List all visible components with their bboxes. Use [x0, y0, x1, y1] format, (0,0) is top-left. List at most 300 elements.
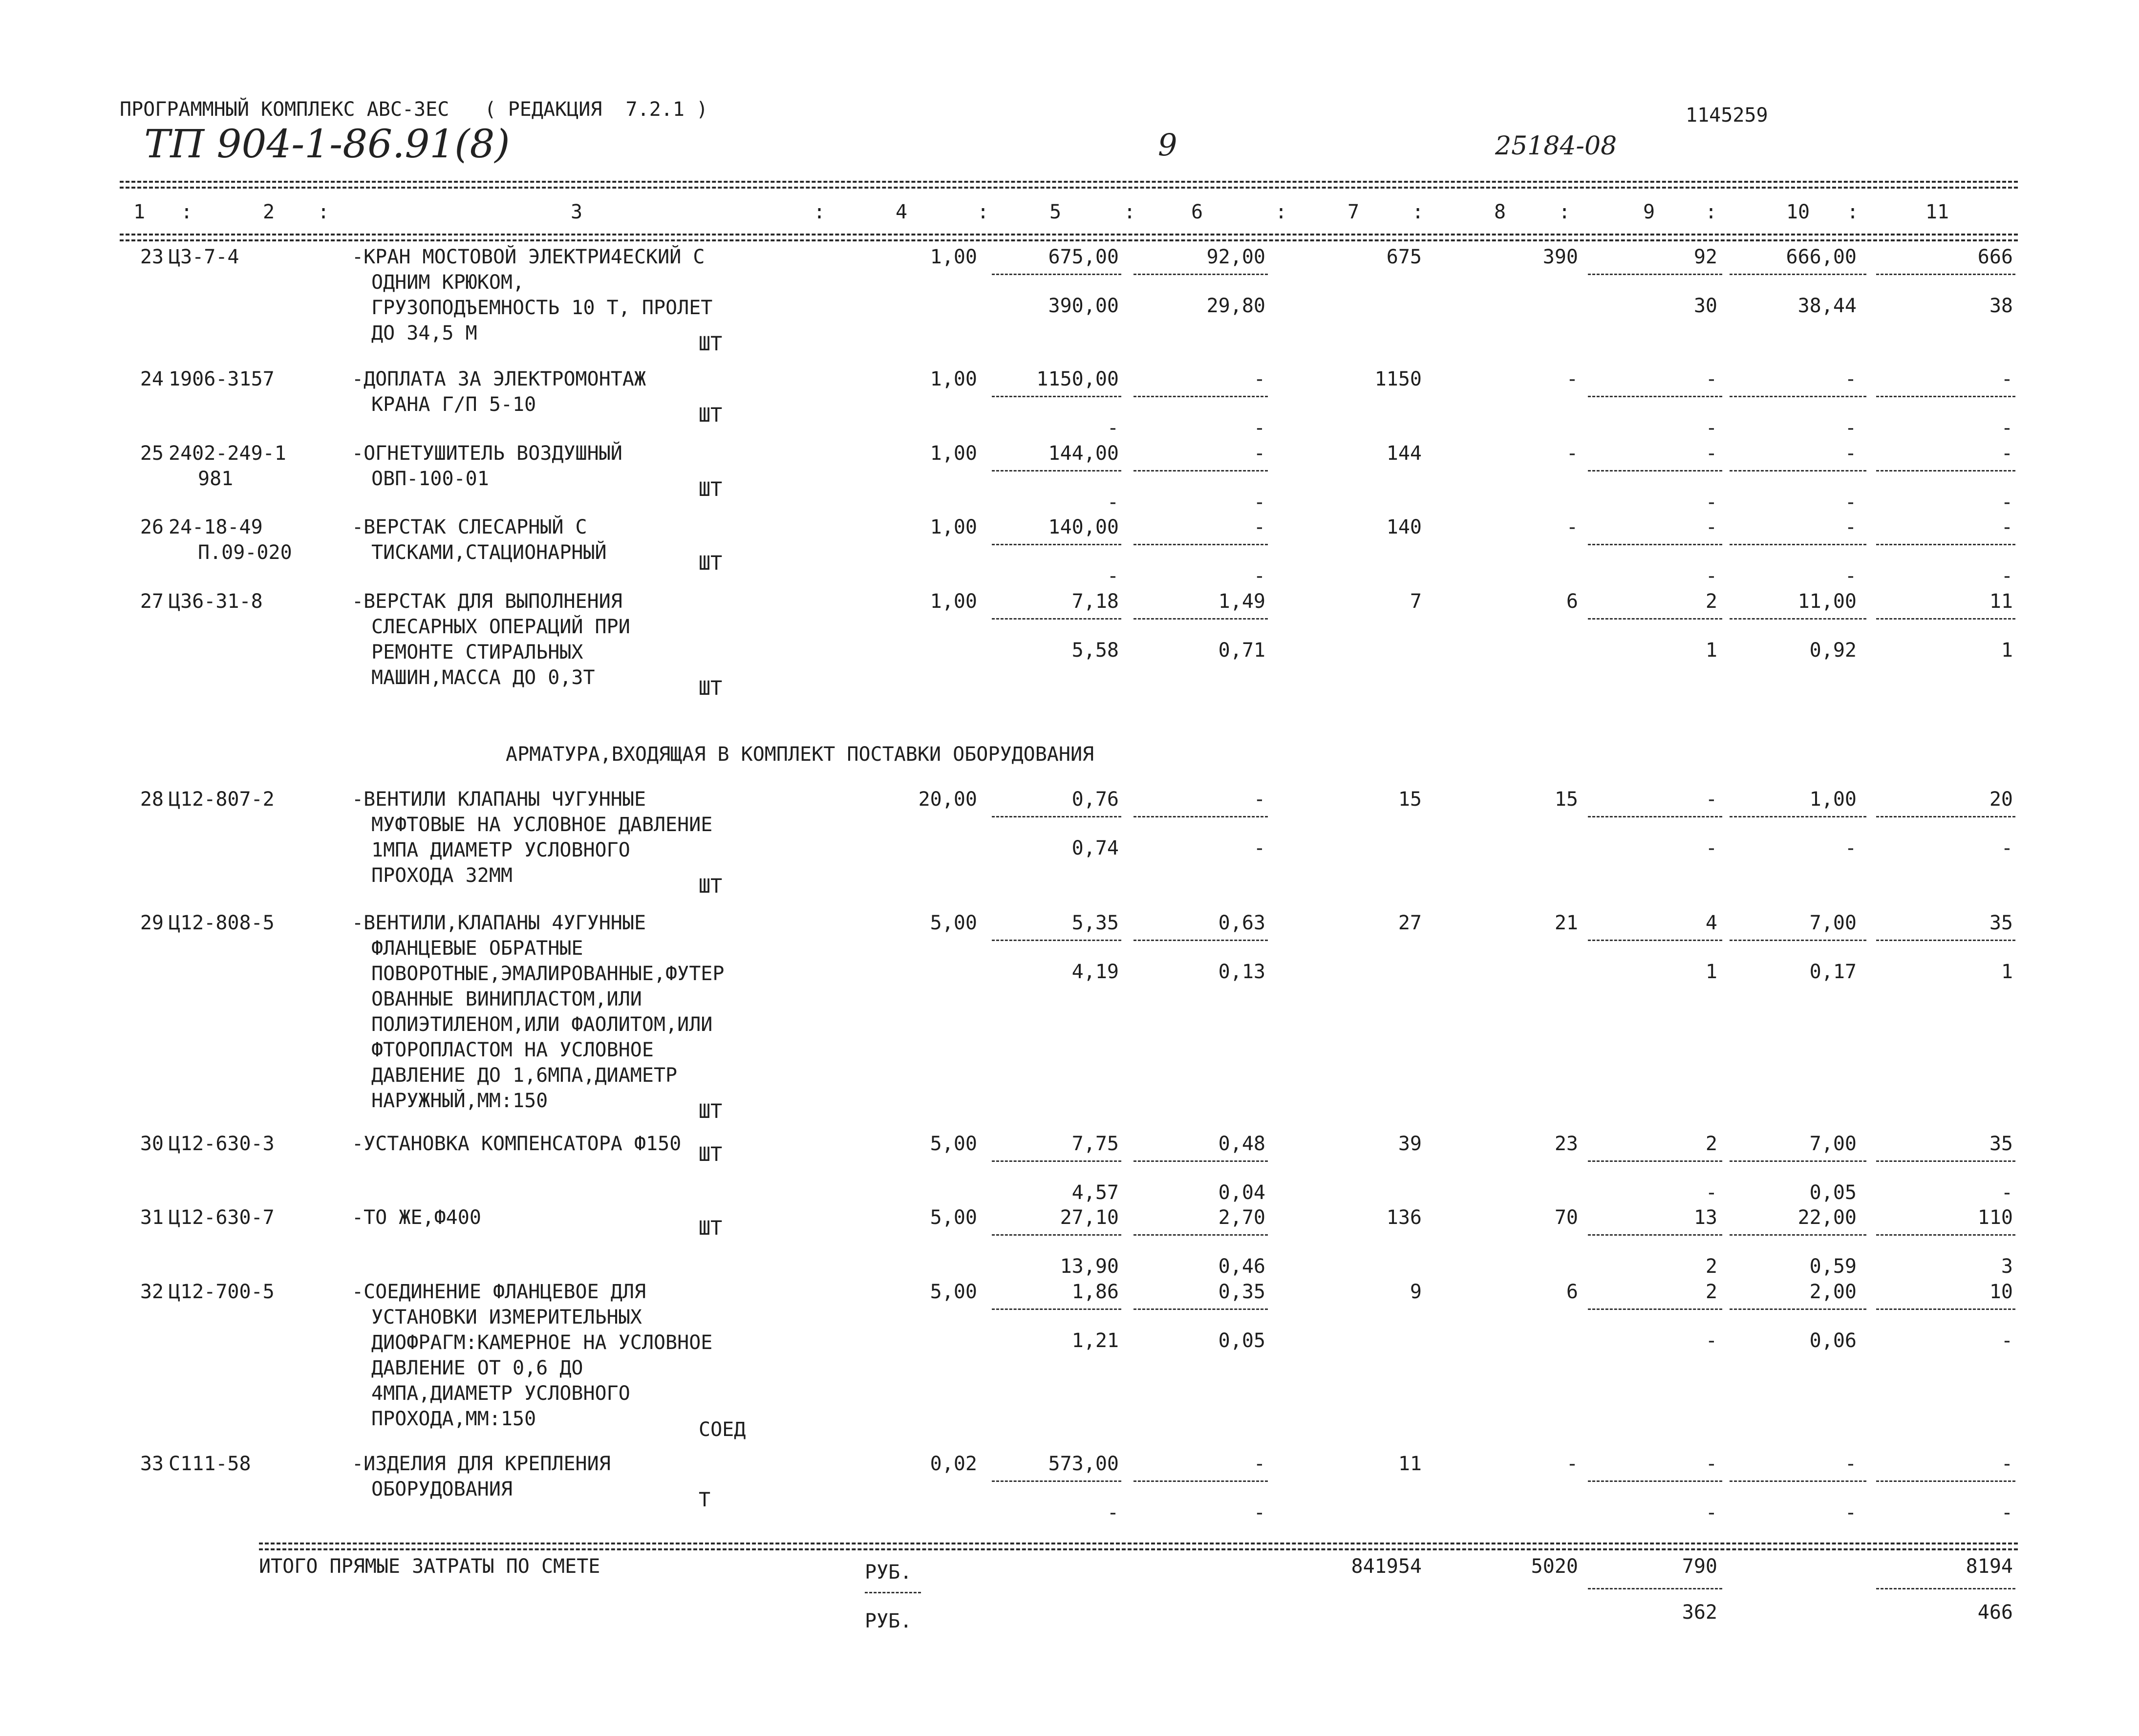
row-code: Ц12-630-3 [169, 1133, 275, 1155]
row-c9-bottom: - [1705, 1181, 1717, 1204]
row-c11-top: 10 [1989, 1281, 2013, 1303]
row-c11-bottom: - [2001, 417, 2013, 439]
row-description: -УСТАНОВКА КОМПЕНСАТОРА Ф150 [352, 1133, 682, 1155]
row-c10-top: 666,00 [1786, 246, 1857, 268]
column-separator: : [318, 201, 330, 223]
row-c10-top: 2,00 [1809, 1281, 1857, 1303]
row-c10-bottom: 0,06 [1809, 1329, 1857, 1352]
row-c10-fraction-rule [1730, 940, 1866, 941]
row-quantity: 20,00 [918, 788, 977, 811]
row-code: 981 [198, 468, 234, 490]
row-description: ОВАННЫЕ ВИНИПЛАСТОМ,ИЛИ [371, 988, 642, 1010]
row-description: ДО 34,5 М [371, 322, 477, 344]
row-c9-top: - [1705, 788, 1717, 811]
row-c6-bottom: 0,46 [1218, 1255, 1265, 1278]
row-c10-bottom: - [1844, 491, 1857, 514]
row-c5-fraction-rule [992, 470, 1121, 472]
totals-col9-bottom: 362 [1682, 1601, 1717, 1624]
row-c10-bottom: 0,17 [1809, 961, 1857, 983]
row-c6-top: 0,63 [1218, 912, 1265, 934]
row-c6-fraction-rule [1134, 618, 1268, 620]
row-description: ГРУЗОПОДЪЕМНОСТЬ 10 Т, ПРОЛЕТ [371, 297, 713, 319]
column-header-4: 4 [895, 201, 908, 223]
row-c11-top: - [2001, 368, 2013, 390]
row-col8: 6 [1566, 1281, 1578, 1303]
row-c11-top: - [2001, 442, 2013, 465]
row-description: -ОГНЕТУШИТЕЛЬ ВОЗДУШНЫЙ [352, 442, 622, 465]
row-unit: СОЕД [699, 1418, 746, 1441]
row-c5-fraction-rule [992, 940, 1121, 941]
row-c5-top: 675,00 [1048, 246, 1119, 268]
row-c10-bottom: - [1844, 417, 1857, 439]
row-col7: 140 [1386, 516, 1422, 538]
row-c11-top: - [2001, 1453, 2013, 1475]
row-description: 4МПА,ДИАМЕТР УСЛОВНОГО [371, 1382, 630, 1405]
row-c10-bottom: 0,59 [1809, 1255, 1857, 1278]
column-separator: : [1847, 201, 1859, 223]
row-c10-bottom: 0,05 [1809, 1181, 1857, 1204]
row-c5-top: 7,75 [1071, 1133, 1119, 1155]
row-code: С111-58 [169, 1453, 251, 1475]
totals-col7: 841954 [1351, 1555, 1422, 1578]
row-c5-fraction-rule [992, 1308, 1121, 1310]
row-description: РЕМОНТЕ СТИРАЛЬНЫХ [371, 641, 583, 664]
row-quantity: 5,00 [930, 1206, 977, 1229]
row-col7: 1150 [1374, 368, 1422, 390]
row-c6-bottom: 0,04 [1218, 1181, 1265, 1204]
column-header-2: 2 [262, 201, 275, 223]
row-c10-bottom: - [1844, 837, 1857, 859]
row-c11-top: 11 [1989, 590, 2013, 613]
row-c11-fraction-rule [1876, 470, 2015, 472]
row-c11-bottom: - [2001, 1329, 2013, 1352]
row-c10-top: - [1844, 442, 1857, 465]
row-number: 24 [140, 368, 164, 390]
row-c5-bottom: 4,57 [1071, 1181, 1119, 1204]
row-c6-top: - [1253, 442, 1265, 465]
row-quantity: 1,00 [930, 246, 977, 268]
row-col7: 136 [1386, 1206, 1422, 1229]
row-c10-bottom: - [1844, 1501, 1857, 1524]
totals-unit-1: РУБ. [865, 1561, 912, 1584]
row-description: ФТОРОПЛАСТОМ НА УСЛОВНОЕ [371, 1039, 654, 1061]
row-c11-fraction-rule [1876, 1480, 2015, 1482]
row-c6-top: - [1253, 1453, 1265, 1475]
totals-col11-top: 8194 [1966, 1555, 2013, 1578]
row-col7: 675 [1386, 246, 1422, 268]
row-number: 30 [140, 1133, 164, 1155]
row-c6-fraction-rule [1134, 940, 1268, 941]
row-c5-top: 140,00 [1048, 516, 1119, 538]
column-separator: : [1412, 201, 1424, 223]
row-c9-top: - [1705, 1453, 1717, 1475]
row-c6-top: 0,35 [1218, 1281, 1265, 1303]
row-col8: 6 [1566, 590, 1578, 613]
row-c9-fraction-rule [1588, 1480, 1722, 1482]
row-c10-top: 7,00 [1809, 912, 1857, 934]
handwritten-reference: 25184-08 [1495, 131, 1617, 161]
row-c5-bottom: 390,00 [1048, 295, 1119, 317]
row-c6-bottom: 0,13 [1218, 961, 1265, 983]
row-quantity: 5,00 [930, 1133, 977, 1155]
row-c9-bottom: - [1705, 1329, 1717, 1352]
row-number: 25 [140, 442, 164, 465]
row-number: 23 [140, 246, 164, 268]
totals-rule [259, 1543, 2018, 1544]
row-c11-top: 35 [1989, 912, 2013, 934]
row-c9-fraction-rule [1588, 940, 1722, 941]
row-c9-top: - [1705, 516, 1717, 538]
row-c9-top: 2 [1705, 1133, 1717, 1155]
row-unit: ШТ [699, 404, 723, 427]
column-separator: : [1705, 201, 1717, 223]
row-col8: 21 [1554, 912, 1578, 934]
row-code: Ц12-630-7 [169, 1206, 275, 1229]
row-description: ОБОРУДОВАНИЯ [371, 1478, 513, 1500]
row-c10-fraction-rule [1730, 1480, 1866, 1482]
row-c9-bottom: - [1705, 1501, 1717, 1524]
row-c10-fraction-rule [1730, 396, 1866, 397]
row-c6-bottom: - [1253, 837, 1265, 859]
row-description: ОДНИМ КРЮКОМ, [371, 271, 525, 294]
row-c10-bottom: - [1844, 565, 1857, 587]
row-unit: ШТ [699, 1100, 723, 1123]
row-c10-top: 11,00 [1797, 590, 1857, 613]
row-description: ДИОФРАГМ:КАМЕРНОЕ НА УСЛОВНОЕ [371, 1331, 713, 1354]
column-separator: : [1559, 201, 1571, 223]
row-c11-fraction-rule [1876, 940, 2015, 941]
row-c9-fraction-rule [1588, 396, 1722, 397]
row-c9-top: - [1705, 442, 1717, 465]
row-c10-top: - [1844, 1453, 1857, 1475]
row-col7: 27 [1398, 912, 1422, 934]
handwritten-page-number: 9 [1158, 127, 1177, 163]
row-c5-fraction-rule [992, 396, 1121, 397]
row-description: ПОВОРОТНЫЕ,ЭМАЛИРОВАННЫЕ,ФУТЕР [371, 963, 725, 985]
row-c6-top: - [1253, 788, 1265, 811]
row-c5-fraction-rule [992, 816, 1121, 817]
row-c6-bottom: 0,05 [1218, 1329, 1265, 1352]
column-header-9: 9 [1643, 201, 1655, 223]
totals-col8: 5020 [1531, 1555, 1578, 1578]
column-header-3: 3 [570, 201, 583, 223]
row-c6-bottom: - [1253, 417, 1265, 439]
row-c5-bottom: 0,74 [1071, 837, 1119, 859]
row-c5-fraction-rule [992, 274, 1121, 275]
column-header-5: 5 [1049, 201, 1062, 223]
row-c5-top: 7,18 [1071, 590, 1119, 613]
row-c6-top: - [1253, 516, 1265, 538]
row-c11-bottom: 3 [2001, 1255, 2013, 1278]
row-c11-top: 110 [1977, 1206, 2013, 1229]
row-description: ДАВЛЕНИЕ ОТ 0,6 ДО [371, 1357, 583, 1379]
row-unit: ШТ [699, 552, 723, 575]
column-separator: : [1275, 201, 1287, 223]
row-c5-bottom: - [1107, 417, 1119, 439]
row-c5-fraction-rule [992, 544, 1121, 545]
row-description: -ВЕНТИЛИ,КЛАПАНЫ 4УГУННЫЕ [352, 912, 646, 934]
column-header-1: 1 [133, 201, 146, 223]
row-c5-fraction-rule [992, 618, 1121, 620]
totals-col11-rule [1876, 1588, 2015, 1589]
row-c11-bottom: - [2001, 1501, 2013, 1524]
row-c9-top: 2 [1705, 1281, 1717, 1303]
row-description: -ВЕРСТАК ДЛЯ ВЫПОЛНЕНИЯ [352, 590, 622, 613]
row-c11-fraction-rule [1876, 274, 2015, 275]
column-header-10: 10 [1786, 201, 1810, 223]
row-c9-fraction-rule [1588, 544, 1722, 545]
row-quantity: 0,02 [930, 1453, 977, 1475]
row-description: ОВП-100-01 [371, 468, 489, 490]
row-description: -ВЕНТИЛИ КЛАПАНЫ ЧУГУННЫЕ [352, 788, 646, 811]
row-c6-bottom: - [1253, 565, 1265, 587]
row-c6-fraction-rule [1134, 1160, 1268, 1162]
row-number: 33 [140, 1453, 164, 1475]
row-c11-fraction-rule [1876, 1234, 2015, 1236]
row-c9-bottom: 1 [1705, 639, 1717, 662]
row-c10-top: - [1844, 516, 1857, 538]
row-number: 27 [140, 590, 164, 613]
row-c6-bottom: 0,71 [1218, 639, 1265, 662]
totals-unit-rule [865, 1592, 921, 1593]
row-col8: - [1566, 442, 1578, 465]
column-separator: : [1124, 201, 1136, 223]
row-c9-top: 2 [1705, 590, 1717, 613]
header-rule-bottom-2 [120, 239, 2018, 241]
row-c9-fraction-rule [1588, 618, 1722, 620]
row-c6-top: 92,00 [1206, 246, 1265, 268]
row-description: -ДОПЛАТА ЗА ЭЛЕКТРОМОНТАЖ [352, 368, 646, 390]
row-c10-fraction-rule [1730, 470, 1866, 472]
row-col8: 23 [1554, 1133, 1578, 1155]
row-c11-bottom: - [2001, 1181, 2013, 1204]
row-c11-fraction-rule [1876, 1160, 2015, 1162]
row-c6-bottom: 29,80 [1206, 295, 1265, 317]
row-c6-fraction-rule [1134, 274, 1268, 275]
row-unit: Т [699, 1489, 711, 1511]
document-code: 1145259 [1686, 104, 1768, 127]
row-c10-fraction-rule [1730, 1308, 1866, 1310]
row-c9-fraction-rule [1588, 274, 1722, 275]
row-c10-fraction-rule [1730, 816, 1866, 817]
row-c11-top: 20 [1989, 788, 2013, 811]
program-title: ПРОГРАММНЫЙ КОМПЛЕКС АВС-3ЕС ( РЕДАКЦИЯ 7.2.1 ) [120, 98, 708, 121]
row-number: 29 [140, 912, 164, 934]
row-quantity: 1,00 [930, 590, 977, 613]
row-code: 1906-3157 [169, 368, 275, 390]
row-c5-bottom: - [1107, 565, 1119, 587]
row-code: Ц36-31-8 [169, 590, 263, 613]
row-c6-bottom: - [1253, 1501, 1265, 1524]
row-c5-top: 1150,00 [1036, 368, 1119, 390]
row-c5-bottom: - [1107, 1501, 1119, 1524]
row-c9-fraction-rule [1588, 470, 1722, 472]
row-description: -ТО ЖЕ,Ф400 [352, 1206, 481, 1229]
column-header-11: 11 [1925, 201, 1949, 223]
totals-label: ИТОГО ПРЯМЫЕ ЗАТРАТЫ ПО СМЕТЕ [259, 1555, 600, 1578]
row-c10-top: - [1844, 368, 1857, 390]
row-c5-top: 5,35 [1071, 912, 1119, 934]
section-title: АРМАТУРА,ВХОДЯЩАЯ В КОМПЛЕКТ ПОСТАВКИ ОБОРУДОВАНИЯ [506, 743, 1094, 766]
column-header-7: 7 [1347, 201, 1360, 223]
row-c10-bottom: 38,44 [1797, 295, 1857, 317]
row-c11-bottom: 1 [2001, 961, 2013, 983]
row-c11-bottom: 38 [1989, 295, 2013, 317]
row-c6-bottom: - [1253, 491, 1265, 514]
row-c11-top: 666 [1977, 246, 2013, 268]
row-quantity: 5,00 [930, 1281, 977, 1303]
row-c9-bottom: 30 [1693, 295, 1717, 317]
row-c11-bottom: - [2001, 565, 2013, 587]
row-c9-top: 4 [1705, 912, 1717, 934]
row-description: ПРОХОДА 32ММ [371, 864, 513, 887]
row-unit: ШТ [699, 478, 723, 501]
totals-col9-rule [1588, 1588, 1722, 1589]
row-c11-bottom: - [2001, 491, 2013, 514]
row-description: 1МПА ДИАМЕТР УСЛОВНОГО [371, 839, 630, 861]
row-col7: 11 [1398, 1453, 1422, 1475]
totals-rule-2 [259, 1548, 2018, 1550]
row-c9-bottom: - [1705, 491, 1717, 514]
row-c9-fraction-rule [1588, 1308, 1722, 1310]
row-c10-fraction-rule [1730, 1160, 1866, 1162]
row-description: УСТАНОВКИ ИЗМЕРИТЕЛЬНЫХ [371, 1306, 642, 1329]
row-col8: - [1566, 368, 1578, 390]
row-c11-fraction-rule [1876, 544, 2015, 545]
row-col8: 390 [1542, 246, 1578, 268]
totals-col11-bottom: 466 [1977, 1601, 2013, 1624]
row-number: 26 [140, 516, 164, 538]
row-c6-fraction-rule [1134, 816, 1268, 817]
row-code: Ц3-7-4 [169, 246, 239, 268]
row-c11-bottom: 1 [2001, 639, 2013, 662]
row-unit: ШТ [699, 1217, 723, 1240]
row-c5-bottom: 13,90 [1060, 1255, 1119, 1278]
row-c10-top: 1,00 [1809, 788, 1857, 811]
row-c9-fraction-rule [1588, 816, 1722, 817]
row-c11-fraction-rule [1876, 1308, 2015, 1310]
row-description: СЛЕСАРНЫХ ОПЕРАЦИЙ ПРИ [371, 616, 630, 638]
column-separator: : [813, 201, 826, 223]
row-c11-fraction-rule [1876, 816, 2015, 817]
row-c10-top: 7,00 [1809, 1133, 1857, 1155]
row-c5-bottom: 5,58 [1071, 639, 1119, 662]
row-unit: ШТ [699, 677, 723, 700]
row-number: 28 [140, 788, 164, 811]
row-quantity: 5,00 [930, 912, 977, 934]
row-code: 24-18-49 [169, 516, 263, 538]
row-description: МАШИН,МАССА ДО 0,3Т [371, 666, 595, 689]
row-description: ДАВЛЕНИЕ ДО 1,6МПА,ДИАМЕТР [371, 1064, 678, 1087]
row-description: ФЛАНЦЕВЫЕ ОБРАТНЫЕ [371, 937, 583, 960]
header-rule-bottom [120, 234, 2018, 236]
row-c5-fraction-rule [992, 1480, 1121, 1482]
row-c6-top: 1,49 [1218, 590, 1265, 613]
row-unit: ШТ [699, 333, 723, 355]
row-c6-top: - [1253, 368, 1265, 390]
row-quantity: 1,00 [930, 442, 977, 465]
row-quantity: 1,00 [930, 368, 977, 390]
row-description: -СОЕДИНЕНИЕ ФЛАНЦЕВОЕ ДЛЯ [352, 1281, 646, 1303]
row-c9-bottom: 1 [1705, 961, 1717, 983]
row-col8: - [1566, 516, 1578, 538]
header-rule-top [120, 181, 2018, 183]
row-number: 32 [140, 1281, 164, 1303]
row-c9-fraction-rule [1588, 1160, 1722, 1162]
row-c5-top: 0,76 [1071, 788, 1119, 811]
row-code: Ц12-807-2 [169, 788, 275, 811]
row-col8: 15 [1554, 788, 1578, 811]
row-c9-bottom: 2 [1705, 1255, 1717, 1278]
row-c11-top: - [2001, 516, 2013, 538]
row-c5-top: 1,86 [1071, 1281, 1119, 1303]
row-code: Ц12-808-5 [169, 912, 275, 934]
row-c5-bottom: 1,21 [1071, 1329, 1119, 1352]
row-c10-bottom: 0,92 [1809, 639, 1857, 662]
row-description: ПОЛИЭТИЛЕНОМ,ИЛИ ФАОЛИТОМ,ИЛИ [371, 1013, 713, 1036]
column-separator: : [977, 201, 989, 223]
row-c6-fraction-rule [1134, 1480, 1268, 1482]
row-c6-fraction-rule [1134, 396, 1268, 397]
row-c9-top: 13 [1693, 1206, 1717, 1229]
row-c11-bottom: - [2001, 837, 2013, 859]
row-description: -ИЗДЕЛИЯ ДЛЯ КРЕПЛЕНИЯ [352, 1453, 611, 1475]
row-c11-fraction-rule [1876, 396, 2015, 397]
row-c9-top: 92 [1693, 246, 1717, 268]
row-code: Ц12-700-5 [169, 1281, 275, 1303]
row-c10-top: 22,00 [1797, 1206, 1857, 1229]
row-description: КРАНА Г/П 5-10 [371, 393, 536, 416]
column-header-8: 8 [1494, 201, 1506, 223]
row-c9-bottom: - [1705, 837, 1717, 859]
totals-unit-2: РУБ. [865, 1610, 912, 1632]
row-col7: 7 [1410, 590, 1422, 613]
row-c5-bottom: - [1107, 491, 1119, 514]
row-c9-top: - [1705, 368, 1717, 390]
row-c6-fraction-rule [1134, 470, 1268, 472]
row-c6-top: 2,70 [1218, 1206, 1265, 1229]
row-description: -ВЕРСТАК СЛЕСАРНЫЙ С [352, 516, 587, 538]
row-c5-top: 573,00 [1048, 1453, 1119, 1475]
column-header-6: 6 [1191, 201, 1203, 223]
row-c5-fraction-rule [992, 1160, 1121, 1162]
handwritten-title: ТП 904-1-86.91(8) [144, 121, 510, 167]
row-col7: 39 [1398, 1133, 1422, 1155]
row-c5-top: 144,00 [1048, 442, 1119, 465]
row-col8: - [1566, 1453, 1578, 1475]
row-description: МУФТОВЫЕ НА УСЛОВНОЕ ДАВЛЕНИЕ [371, 814, 713, 836]
row-c9-bottom: - [1705, 417, 1717, 439]
row-code: П.09-020 [198, 541, 292, 564]
row-unit: ШТ [699, 875, 723, 898]
column-separator: : [181, 201, 193, 223]
row-col7: 144 [1386, 442, 1422, 465]
row-c11-fraction-rule [1876, 618, 2015, 620]
row-c5-bottom: 4,19 [1071, 961, 1119, 983]
row-c6-top: 0,48 [1218, 1133, 1265, 1155]
row-c9-bottom: - [1705, 565, 1717, 587]
row-unit: ШТ [699, 1143, 723, 1166]
header-rule-top-2 [120, 187, 2018, 189]
row-number: 31 [140, 1206, 164, 1229]
row-c9-fraction-rule [1588, 1234, 1722, 1236]
row-col7: 9 [1410, 1281, 1422, 1303]
row-description: ТИСКАМИ,СТАЦИОНАРНЫЙ [371, 541, 607, 564]
row-c6-fraction-rule [1134, 544, 1268, 545]
row-c10-fraction-rule [1730, 1234, 1866, 1236]
row-c5-fraction-rule [992, 1234, 1121, 1236]
row-c11-top: 35 [1989, 1133, 2013, 1155]
